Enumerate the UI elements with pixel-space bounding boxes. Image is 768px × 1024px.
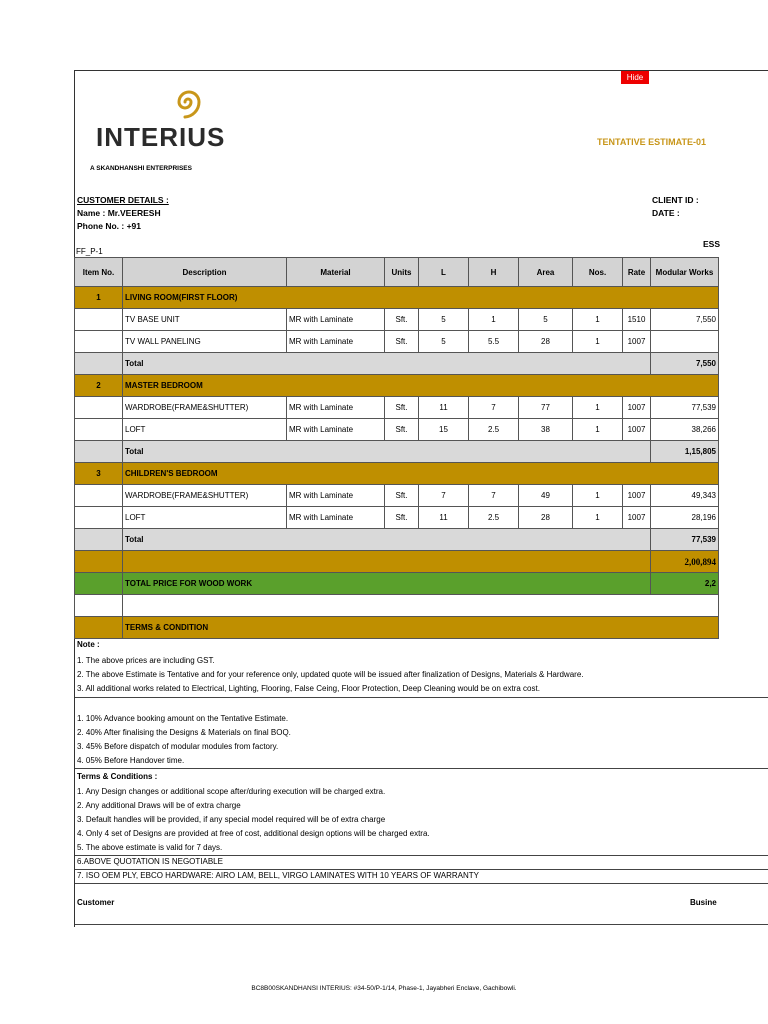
col-header: Units [385,258,419,287]
footer-address: BC8B00SKANDHANSI INTERIUS: #34-50/P-1/14, Phase-1, Jayabheri Enclave, Gachibowli. [251,985,517,992]
spiral-logo-icon [160,80,216,124]
cell: 5 [419,309,469,331]
cell: 2.5 [469,419,519,441]
brand-tagline: A SKANDHANSHI ENTERPRISES [90,165,192,172]
cell: 1007 [623,507,651,529]
cell [75,441,123,463]
col-header: Material [287,258,385,287]
payment-line: 1. 10% Advance booking amount on the Tentative Estimate. [77,714,289,723]
cell: 1007 [623,485,651,507]
divider [75,869,768,870]
cell [75,485,123,507]
wood-total-row [75,573,719,595]
section-number: 3 [75,463,123,485]
cell: 49 [519,485,573,507]
customer-phone: Phone No. : +91 [77,221,141,231]
customer-signature-label: Customer [77,898,115,907]
section-row [75,287,719,309]
cell: 1007 [623,331,651,353]
table-row [75,419,719,441]
cell: 5 [419,331,469,353]
total-label: Total [123,529,651,551]
cell [123,595,719,617]
cell [75,551,123,573]
cell: 38 [519,419,573,441]
cell: 11 [419,397,469,419]
cell: 28,196 [651,507,719,529]
cell: MR with Laminate [287,507,385,529]
cell [75,331,123,353]
total-row [75,353,719,375]
wood-total-label: TOTAL PRICE FOR WOOD WORK [123,573,651,595]
table-row [75,309,719,331]
cell [651,331,719,353]
cell [75,595,123,617]
cell: 1 [573,485,623,507]
cell: MR with Laminate [287,485,385,507]
table-header-row [75,258,719,287]
terms-line: 5. The above estimate is valid for 7 days. [77,843,223,852]
cell: Sft. [385,507,419,529]
cell: TV BASE UNIT [123,309,287,331]
total-value: 1,15,805 [651,441,719,463]
date-label: DATE : [652,208,680,218]
col-header: Description [123,258,287,287]
cell: 77,539 [651,397,719,419]
cell: 1007 [623,397,651,419]
cell: 7,550 [651,309,719,331]
cell [75,617,123,639]
terms-line: 1. Any Design changes or additional scope after/during execution will be charged extra. [77,787,386,796]
divider [75,855,768,856]
section-title: MASTER BEDROOM [123,375,719,397]
note-line: 2. The above Estimate is Tentative and for your reference only, updated quote will be issued after finalization of Designs, Materials & Hardware. [77,670,584,679]
cell: TV WALL PANELING [123,331,287,353]
cell: 7 [419,485,469,507]
cell [75,529,123,551]
cell: 7 [469,485,519,507]
hide-button[interactable]: Hide [621,71,649,84]
cell: 77 [519,397,573,419]
customer-details-title: CUSTOMER DETAILS : [77,195,169,205]
section-title: CHILDREN'S BEDROOM [123,463,719,485]
note-title: Note : [77,640,100,649]
table-row [75,331,719,353]
cell: 15 [419,419,469,441]
cell: Sft. [385,309,419,331]
cell: 1 [573,507,623,529]
estimate-table [74,257,719,639]
divider [75,697,768,698]
payment-line: 2. 40% After finalising the Designs & Materials on final BOQ. [77,728,291,737]
note-line: 3. All additional works related to Electrical, Lighting, Flooring, False Ceing, Floor Protection, Deep Cleaning would be on extra cost. [77,684,540,693]
total-value: 77,539 [651,529,719,551]
cell: WARDROBE(FRAME&SHUTTER) [123,397,287,419]
ess-label: ESS [703,239,721,249]
section-number: 2 [75,375,123,397]
cell: Sft. [385,485,419,507]
cell: MR with Laminate [287,309,385,331]
total-label: Total [123,353,651,375]
terms-header-row [75,617,719,639]
cell [123,551,651,573]
cell [75,309,123,331]
divider [75,883,768,884]
section-title: LIVING ROOM(FIRST FLOOR) [123,287,719,309]
grand-subtotal-value: 2,00,894 [651,551,719,573]
wood-total-value: 2,2 [651,573,719,595]
client-id-label: CLIENT ID : [652,195,699,205]
total-row [75,441,719,463]
reference-code: FF_P-1 [76,247,103,256]
table-row [75,507,719,529]
cell: 38,266 [651,419,719,441]
section-number: 1 [75,287,123,309]
cell: WARDROBE(FRAME&SHUTTER) [123,485,287,507]
terms-line: 7. ISO OEM PLY, EBCO HARDWARE: AIRO LAM, BELL, VIRGO LAMINATES WITH 10 YEARS OF WARRANTY [77,871,480,880]
terms-title: Terms & Conditions : [77,772,158,781]
payment-line: 4. 05% Before Handover time. [77,756,185,765]
cell: 1 [573,397,623,419]
cell: 5.5 [469,331,519,353]
col-header: Modular Works [651,258,719,287]
section-row [75,375,719,397]
cell: 2.5 [469,507,519,529]
table-row [75,485,719,507]
cell: MR with Laminate [287,419,385,441]
total-value: 7,550 [651,353,719,375]
cell: 1 [573,331,623,353]
cell: 5 [519,309,573,331]
col-header: Area [519,258,573,287]
cell: 1007 [623,419,651,441]
cell: 28 [519,507,573,529]
brand-logo [96,78,268,160]
col-header: Rate [623,258,651,287]
terms-header: TERMS & CONDITION [123,617,719,639]
cell [75,397,123,419]
cell: 7 [469,397,519,419]
cell: 1 [469,309,519,331]
cell: LOFT [123,419,287,441]
cell: 28 [519,331,573,353]
business-signature-label: Busine [690,898,717,907]
cell: Sft. [385,419,419,441]
section-row [75,463,719,485]
cell: 49,343 [651,485,719,507]
grand-subtotal-row [75,551,719,573]
cell: 1510 [623,309,651,331]
brand-name: INTERIUS [96,122,226,152]
blank-row [75,595,719,617]
cell [75,573,123,595]
cell: LOFT [123,507,287,529]
total-row [75,529,719,551]
cell: 11 [419,507,469,529]
col-header: Item No. [75,258,123,287]
terms-line: 4. Only 4 set of Designs are provided at free of cost, additional design options will be charged extra. [77,829,430,838]
cell [75,419,123,441]
col-header: L [419,258,469,287]
cell: 1 [573,419,623,441]
table-row [75,397,719,419]
cell: MR with Laminate [287,331,385,353]
cell [75,353,123,375]
note-line: 1. The above prices are including GST. [77,656,215,665]
estimate-title: TENTATIVE ESTIMATE-01 [597,137,707,147]
cell: Sft. [385,331,419,353]
cell: Sft. [385,397,419,419]
col-header: Nos. [573,258,623,287]
divider [75,768,768,769]
cell [75,507,123,529]
divider [75,924,768,925]
payment-line: 3. 45% Before dispatch of modular modules from factory. [77,742,279,751]
cell: 1 [573,309,623,331]
cell: MR with Laminate [287,397,385,419]
terms-line: 2. Any additional Draws will be of extra charge [77,801,241,810]
total-label: Total [123,441,651,463]
col-header: H [469,258,519,287]
terms-line: 6.ABOVE QUOTATION IS NEGOTIABLE [77,857,223,866]
customer-name: Name : Mr.VEERESH [77,208,161,218]
terms-line: 3. Default handles will be provided, if any special model required will be of extra charge [77,815,386,824]
